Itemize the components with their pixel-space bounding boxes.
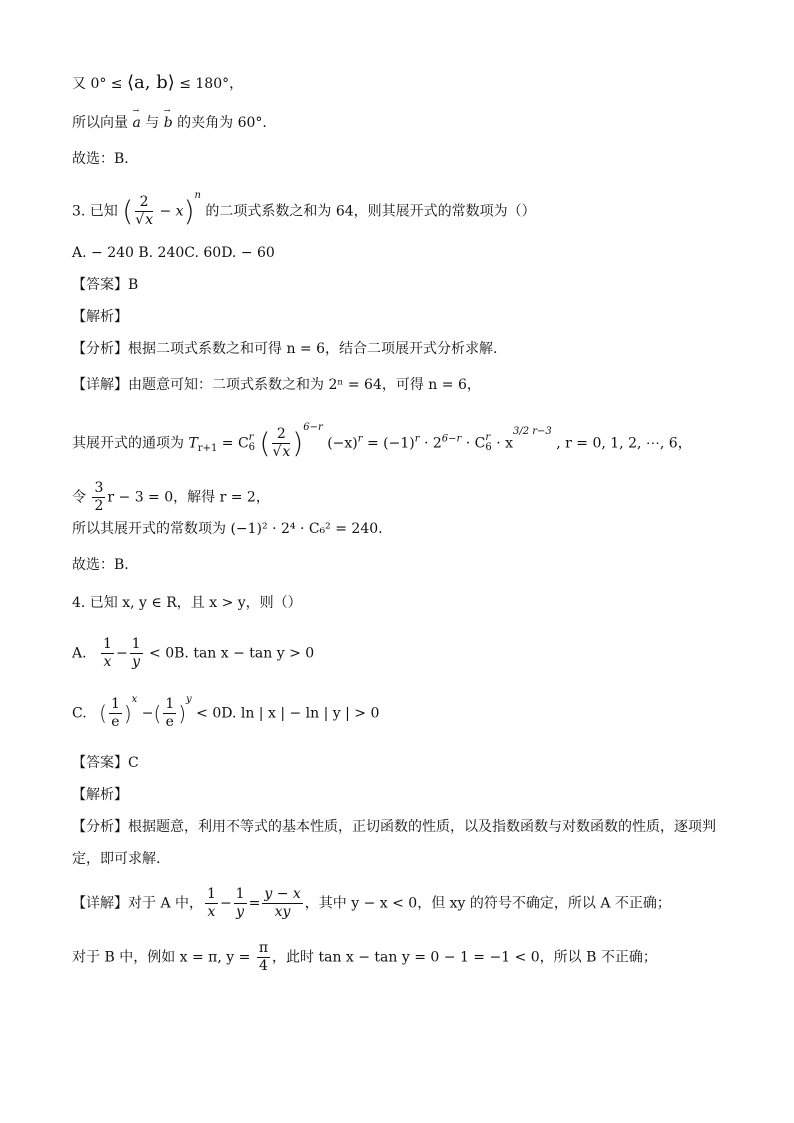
exponent: r [414,433,420,445]
question-3 [72,189,536,229]
text: · 2 [419,435,442,452]
numerator: 2 [135,194,153,212]
analysis-heading-4: 【解析】 [72,787,128,803]
text: 由题意可知：二项式系数之和为 2ⁿ = 64，可得 n = 6， [128,377,481,393]
text: 根据题意，利用不等式的基本性质，正切函数的性质，以及指数函数与对数函数的性质，逐项判 [128,819,716,835]
denominator: 4 [258,957,268,974]
paren-close: ) [183,194,195,228]
exponent: 3/2 r−3 [513,425,552,437]
exponent: 6−r [303,421,323,433]
fenxi-3 [72,342,497,356]
general-term [72,421,692,461]
text: ，其中 y − x < 0，但 xy 的符号不确定，所以 A 不正确； [304,895,671,912]
paren-close: ) [292,426,304,460]
fraction [101,636,114,671]
fenxi-4 [72,820,716,834]
numerator: 3 [94,480,104,496]
numerator: π [258,940,269,956]
text: 根据二项式系数之和可得 n = 6，结合二项展开式分析求解. [128,341,498,357]
sub: 6 [485,442,492,454]
t-symbol: T [188,435,198,452]
question-number: 3. 已知 [72,203,118,220]
text: = (−1) [362,435,415,452]
text: < 0D. ln | x | − ln | y | > 0 [191,705,380,722]
text: 的二项式系数之和为 64，则其展开式的常数项为（） [200,203,536,220]
fraction [130,636,143,671]
fraction [262,886,302,921]
q4-option-c: C. ( $\frac{1}{e}$ )$^x$ −( $\frac{1}{e}$ )$^y$ < 0D. ln | x | − ln | y | > 0 [72,693,380,730]
answer-tag: 【答案】 [72,755,128,771]
fraction [205,886,218,921]
denominator: x [103,653,112,670]
exponent: y [186,693,192,705]
text: = C [217,435,249,452]
text: 的夹角为 60°. [172,115,267,131]
denominator: √x [272,443,291,460]
text: 又 0° ≤ [72,76,127,92]
denominator: x [207,903,216,920]
exponent: n [194,189,201,201]
answer-4 [72,756,139,770]
exponent: r [357,433,363,445]
text: · x [491,435,513,452]
question-4: 4. 已知 x, y ∈ R，且 x > y，则（） [72,595,302,611]
term: − x [155,203,184,220]
analysis-heading-3: 【解析】 [72,309,128,325]
q4-option-a: A. $\frac{1}{x}$ − $\frac{1}{y}$ < 0B. tan x − tan y > 0 [72,636,315,670]
sub: 6 [248,442,256,454]
line-select-b: 故选：B. [72,151,129,167]
answer-value: C [128,755,139,771]
numerator: y − x [264,886,301,902]
text: 其展开式的通项为 [72,435,189,452]
numerator: 1 [207,886,216,902]
text: 对于 A 中， [128,895,204,912]
denominator: e [165,713,174,730]
fraction [272,426,290,461]
numerator: 1 [103,636,112,652]
xiangjie-3 [72,378,481,392]
fraction [109,696,122,731]
let-equation [72,480,270,515]
answer-tag: 【答案】 [72,277,128,293]
paren-open: ( [259,426,271,460]
text: (−x) [327,435,358,452]
sup: r [248,432,254,444]
line-vector-angle [72,116,267,130]
paren-open: ( [99,701,107,726]
radicand: x [282,443,291,460]
text: 令 [72,489,91,506]
paren-open: ( [122,194,134,228]
fraction [234,886,247,921]
xiangjie-4-b [72,940,657,975]
answer-value: B [128,277,139,293]
text: ，此时 tan x − tan y = 0 − 1 = −1 < 0，所以 B 不正确； [272,949,657,966]
denominator: xy [274,903,291,920]
fenxi-tag: 【分析】 [72,341,128,357]
denominator: √x [135,211,154,228]
denominator: e [111,713,120,730]
paren-open: ( [153,701,162,726]
vector-a: → a [132,116,140,130]
numerator: 2 [272,426,290,444]
text: · C [461,435,486,452]
numerator: 1 [235,886,245,902]
exponent: x [131,693,138,705]
radicand: x [145,211,154,228]
text: 与 [140,115,164,131]
text: 对于 B 中，例如 x = π, y = [72,949,255,966]
xiangjie-4: 【详解】对于 A 中， $\frac{1}{x}$ − $\frac{1}{y}$ = $\frac{y - x}{xy}$ ，其中 y − x < 0，但 xy 的符号不确定，所以 A 不正确； [72,886,671,920]
constant-term: 所以其展开式的常数项为 (−1)² · 2⁴ · C₆² = 240. [72,521,383,537]
fenxi-tag: 【分析】 [72,819,128,835]
option-label: A. [72,645,87,662]
numerator: 1 [131,636,141,652]
paren-close: ) [178,701,187,726]
xiangjie-tag: 【详解】 [72,895,128,912]
numerator: 1 [110,696,120,712]
line-angle-range [72,74,243,92]
text: , r = 0, 1, 2, ⋯, 6， [551,435,692,452]
fraction [92,480,105,515]
numerator: 1 [165,696,175,712]
option-label: C. [72,705,87,722]
vector-b: → b [164,116,173,130]
angle-bracket: ⟨a, b⟩ [127,72,175,93]
denominator: 2 [94,497,104,514]
fraction [163,696,176,731]
fraction [135,194,153,229]
text: 所以向量 [72,115,133,131]
text: < 0B. tan x − tan y > 0 [144,645,315,662]
xiangjie-tag: 【详解】 [72,377,128,393]
text: ≤ 180°， [174,76,244,92]
denominator: y [132,653,141,670]
text: r − 3 = 0，解得 r = 2， [107,489,270,506]
denominator: y [236,903,245,920]
subscript: r+1 [197,443,218,455]
line-select-b-2: 故选：B. [72,557,129,573]
paren-close: ) [123,701,132,726]
exponent: 6−r [441,433,462,445]
sup: r [485,432,491,444]
answer-3 [72,278,138,292]
fenxi-4-cont: 定，即可求解. [72,851,161,867]
q3-options: A. − 240 B. 240C. 60D. − 60 [72,245,275,261]
fraction [257,940,270,975]
